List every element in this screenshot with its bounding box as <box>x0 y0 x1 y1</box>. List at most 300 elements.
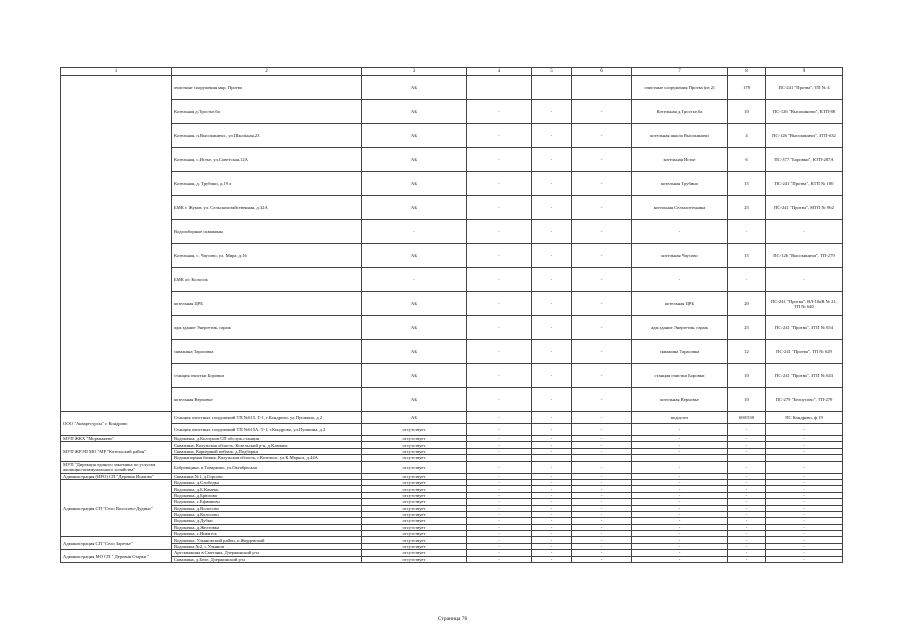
table-cell: - <box>532 220 572 244</box>
table-cell: - <box>467 172 532 196</box>
table-cell: - <box>532 556 572 562</box>
table-cell: - <box>572 537 632 543</box>
table-cell: - <box>467 511 532 517</box>
table-cell: ПС-241 "Протва", КТП № 180 <box>766 172 843 196</box>
table-cell: - <box>572 388 632 412</box>
table-row <box>61 461 843 473</box>
table-cell: - <box>572 550 632 556</box>
table-cell: ПС-241 "Протва", ЗТП № 654 <box>766 316 843 340</box>
table-cell: - <box>728 492 766 498</box>
table-cell: отсутствует <box>362 486 467 492</box>
table-cell: котельная школа Высокиничи <box>632 124 728 148</box>
table-cell: - <box>467 556 532 562</box>
table-cell: - <box>632 531 728 537</box>
column-header: 3 <box>362 68 467 76</box>
table-cell: - <box>766 473 843 479</box>
table-cell: станция очистки Боровки <box>632 364 728 388</box>
table-cell: отсутствует <box>362 531 467 537</box>
table-row <box>61 292 843 316</box>
table-cell: АБ <box>362 412 467 424</box>
table-cell: - <box>467 124 532 148</box>
table-cell: - <box>572 220 632 244</box>
table-cell: АБ <box>362 172 467 196</box>
table-row <box>61 196 843 220</box>
table-cell: - <box>632 424 728 436</box>
table-cell: - <box>766 436 843 442</box>
object-name-cell: Водокачка, д.Колосово <box>172 511 362 517</box>
table-cell: - <box>532 524 572 530</box>
table-cell: - <box>467 543 532 549</box>
table-cell: - <box>532 172 572 196</box>
object-name-cell: Водокачка, д.Коллунов СП обслуж.станции <box>172 436 362 442</box>
table-cell: - <box>632 442 728 448</box>
table-cell: - <box>532 292 572 316</box>
table-cell: отсутствует <box>362 448 467 454</box>
table-row <box>61 316 843 340</box>
table-cell: отсутствует <box>362 505 467 511</box>
table-cell: очистные сооружения Протва (из 2) <box>632 76 728 100</box>
table-cell: - <box>728 448 766 454</box>
table-cell: - <box>467 148 532 172</box>
table-cell: - <box>467 550 532 556</box>
table-cell: - <box>532 340 572 364</box>
table-cell: - <box>632 505 728 511</box>
page-number: Страница 76 <box>437 616 468 622</box>
table-cell: - <box>766 499 843 505</box>
object-name-cell: Водокачка, д.Б.Камень <box>172 486 362 492</box>
object-name-cell: Котельная, д. Трубино, д.19 а <box>172 172 362 196</box>
table-cell: - <box>728 220 766 244</box>
table-cell: АБ <box>362 316 467 340</box>
table-cell: котельная Верховье <box>632 388 728 412</box>
table-cell: скважина Тарасовка <box>632 340 728 364</box>
table-cell: - <box>572 100 632 124</box>
table-cell: - <box>467 479 532 485</box>
table-row <box>61 76 843 100</box>
table-cell: отсутствует <box>362 479 467 485</box>
column-header: 5 <box>532 68 572 76</box>
table-cell: - <box>532 486 572 492</box>
table-cell: - <box>632 556 728 562</box>
object-name-cell: станция очистки Боровки <box>172 364 362 388</box>
table-cell: ПС Кондрово, ф.19 <box>766 412 843 424</box>
table-cell: отсутствует <box>362 518 467 524</box>
object-name-cell: очистные сооружения мкр. Протва <box>172 76 362 100</box>
table-cell: - <box>467 388 532 412</box>
column-header: 6 <box>572 68 632 76</box>
table-cell: - <box>766 505 843 511</box>
table-cell: - <box>467 436 532 442</box>
table-cell: 25 <box>728 196 766 220</box>
table-cell: - <box>766 486 843 492</box>
table-cell: отсутствует <box>362 436 467 442</box>
object-name-cell: Водокачка, д.Волосово <box>172 505 362 511</box>
table-row <box>61 100 843 124</box>
object-name-cell: Водозаборные скважины <box>172 220 362 244</box>
table-cell: - <box>572 124 632 148</box>
table-cell: - <box>467 499 532 505</box>
table-cell: - <box>572 556 632 562</box>
table-row <box>61 220 843 244</box>
table-cell: - <box>532 543 572 549</box>
object-name-cell: скважина Тарасовка <box>172 340 362 364</box>
table-row <box>61 364 843 388</box>
table-cell: - <box>467 412 532 424</box>
object-name-cell: Бобровщина, п.Товарково, ул.Октябрьская <box>172 461 362 473</box>
object-name-cell: БМК г. Жуков, ул. Сельскохозяйственная, д.32А <box>172 196 362 220</box>
table-cell: - <box>467 518 532 524</box>
table-cell: - <box>467 524 532 530</box>
table-cell: котельная Чаусово <box>632 244 728 268</box>
table-row <box>61 172 843 196</box>
table-cell: - <box>467 505 532 511</box>
organization-cell: МУП ЖРЭП МО "МР "Козельский район" <box>61 442 172 461</box>
table-row <box>61 340 843 364</box>
table-cell: АБ <box>362 292 467 316</box>
table-cell: - <box>766 537 843 543</box>
table-cell: - <box>532 518 572 524</box>
table-cell: - <box>572 499 632 505</box>
table-cell: - <box>632 473 728 479</box>
table-cell: - <box>532 499 572 505</box>
table-cell: - <box>572 461 632 473</box>
organization-cell: Администрация СП "Село Волосово-Дудино" <box>61 479 172 537</box>
table-cell: - <box>467 448 532 454</box>
table-cell: - <box>532 448 572 454</box>
table-cell: - <box>728 505 766 511</box>
table-cell: - <box>728 531 766 537</box>
table-cell: - <box>532 412 572 424</box>
table-cell: - <box>766 511 843 517</box>
table-cell: - <box>467 486 532 492</box>
table-cell: ПС-241 "Протва", ЗТП № 643 <box>766 364 843 388</box>
table-cell: водоузел <box>632 412 728 424</box>
table-cell: - <box>572 479 632 485</box>
table-cell: - <box>728 518 766 524</box>
table-cell: - <box>572 340 632 364</box>
table-cell: - <box>532 492 572 498</box>
table-cell: - <box>728 511 766 517</box>
table-cell: - <box>467 537 532 543</box>
table-cell: - <box>632 486 728 492</box>
table-cell: - <box>362 268 467 292</box>
object-name-cell: Котельная д.Тростье,6а <box>172 100 362 124</box>
table-cell: отсутствует <box>362 543 467 549</box>
table-cell: - <box>572 524 632 530</box>
table-cell: - <box>572 511 632 517</box>
table-cell: - <box>532 550 572 556</box>
table-row <box>61 388 843 412</box>
table-cell: - <box>532 196 572 220</box>
table-cell: - <box>572 492 632 498</box>
table-cell: 15 <box>728 172 766 196</box>
table-cell: отсутствует <box>362 556 467 562</box>
organization-cell: Администрация (ИРО) СП "Деревня Исаково" <box>61 473 172 479</box>
table-cell <box>572 76 632 100</box>
object-name-cell: Скважина, д.Беле, Дзержинский р-н <box>172 556 362 562</box>
table-cell: АБ <box>362 76 467 100</box>
table-cell: - <box>572 448 632 454</box>
table-cell: - <box>572 543 632 549</box>
object-name-cell: котельная ЦРБ <box>172 292 362 316</box>
table-cell: - <box>572 316 632 340</box>
table-cell: - <box>572 424 632 436</box>
table-cell: - <box>728 436 766 442</box>
column-header: 2 <box>172 68 362 76</box>
table-cell: - <box>728 461 766 473</box>
table-cell: - <box>632 537 728 543</box>
table-cell: 10 <box>728 100 766 124</box>
table-cell: - <box>766 268 843 292</box>
table-cell: котельная ЦРБ <box>632 292 728 316</box>
object-name-cell: Станция очистных сооружений ТП №615, Т-1, г.Кондрово, ул.Пушкина, д.2 <box>172 412 362 424</box>
table-cell: - <box>632 268 728 292</box>
table-cell: - <box>766 479 843 485</box>
table-cell: 25 <box>728 316 766 340</box>
column-header: 1 <box>61 68 172 76</box>
table-cell: 15 <box>728 244 766 268</box>
header-row <box>61 68 843 76</box>
table-cell: - <box>532 461 572 473</box>
table-cell: отсутствует <box>362 455 467 461</box>
table-cell: - <box>766 524 843 530</box>
object-name-cell: Водокачка №2, с.Ульянов <box>172 543 362 549</box>
table-cell: - <box>572 518 632 524</box>
table-cell: - <box>532 473 572 479</box>
table-cell: 6 <box>728 148 766 172</box>
table-cell: отсутствует <box>362 511 467 517</box>
table-cell: - <box>632 492 728 498</box>
table-cell: - <box>572 531 632 537</box>
table-cell: АБ <box>362 100 467 124</box>
object-name-cell: Водокачка, с.Ефимково <box>172 499 362 505</box>
table-cell: - <box>728 268 766 292</box>
table-cell: - <box>532 505 572 511</box>
table-cell: - <box>766 448 843 454</box>
organization-cell: Администрация СП "Село Заречье" <box>61 537 172 550</box>
table-cell: 178 <box>728 76 766 100</box>
table-cell: отсутствует <box>362 499 467 505</box>
table-cell: - <box>766 492 843 498</box>
table-cell: Котельная д.Тростье,6а <box>632 100 728 124</box>
table-cell: - <box>766 220 843 244</box>
table-cell: - <box>766 424 843 436</box>
table-cell: - <box>532 424 572 436</box>
table-cell: - <box>728 556 766 562</box>
organization-cell: МУП "Дирекция единого заказчика по услугам жилищно-коммунального хозяйства" <box>61 461 172 473</box>
table-cell: - <box>467 268 532 292</box>
object-name-cell: БМК а/с Колосок <box>172 268 362 292</box>
organization-cell: МУП ЖКХ "Мормыжево" <box>61 436 172 442</box>
table-cell: отсутствует <box>362 537 467 543</box>
table-cell: ПС-126 "Высокиничи", ТП-279 <box>766 244 843 268</box>
table-cell: адм.здание Энергетик, гараж <box>632 316 728 340</box>
object-name-cell: Артскважина в.Сметаны, Дзержинский р-н <box>172 550 362 556</box>
table-cell: - <box>572 172 632 196</box>
table-cell: АБ <box>362 364 467 388</box>
table-cell: - <box>632 220 728 244</box>
table-cell: - <box>532 268 572 292</box>
table-cell: отсутствует <box>362 424 467 436</box>
table-cell: АБ <box>362 388 467 412</box>
table-cell: - <box>766 442 843 448</box>
table-cell: ПС-241 "Протва", МТП № 962 <box>766 196 843 220</box>
table-cell: - <box>728 524 766 530</box>
table-cell: - <box>467 461 532 473</box>
table-cell: - <box>728 424 766 436</box>
object-name-cell: Водокачка, д.Брюхово <box>172 492 362 498</box>
table-cell: АБ <box>362 148 467 172</box>
object-name-cell: котельная Верховье <box>172 388 362 412</box>
object-name-cell: Скважина №1, д.Горсово <box>172 473 362 479</box>
table-cell: - <box>728 486 766 492</box>
table-cell: - <box>572 148 632 172</box>
table-cell: ПС-126 "Высокиничи", ЗТП-632 <box>766 124 843 148</box>
table-row <box>61 268 843 292</box>
table-cell: - <box>467 531 532 537</box>
table-cell: 600/530 <box>728 412 766 424</box>
table-cell: - <box>572 244 632 268</box>
table-cell: - <box>632 448 728 454</box>
object-name-cell: Водокачка, д.Желтовка <box>172 524 362 530</box>
table-cell: - <box>467 340 532 364</box>
table-cell: ПС-241 "Протва", ТП № 629 <box>766 340 843 364</box>
column-header: 8 <box>728 68 766 76</box>
table-cell: - <box>467 316 532 340</box>
table-cell: - <box>728 543 766 549</box>
table-cell: отсутствует <box>362 524 467 530</box>
table-cell: - <box>728 473 766 479</box>
table-cell: - <box>532 148 572 172</box>
table-cell: отсутствует <box>362 461 467 473</box>
table-cell: - <box>766 461 843 473</box>
table-cell: АБ <box>362 196 467 220</box>
object-name-cell: Скважина, Калужская область, Козельский р-н, д.Клюквы <box>172 442 362 448</box>
table-cell: - <box>532 436 572 442</box>
table-row <box>61 244 843 268</box>
table-cell: - <box>632 461 728 473</box>
table-cell: - <box>766 531 843 537</box>
table-cell: - <box>766 550 843 556</box>
table-row <box>61 124 843 148</box>
table-cell: - <box>532 479 572 485</box>
table-cell: ПС-241 "Протва", ТП № 4 <box>766 76 843 100</box>
table-cell: - <box>467 473 532 479</box>
column-header: 4 <box>467 68 532 76</box>
table-row <box>61 424 843 436</box>
table-cell: - <box>766 518 843 524</box>
table-cell: ПС-241 "Протва", ВЛ-10кВ № 21, ТП № 640 <box>766 292 843 316</box>
table-cell: - <box>572 486 632 492</box>
table-cell: - <box>572 505 632 511</box>
object-name-cell: Водонапорная башня, Калужская область, г.Козельск, ул.К.Маркса, д.44А <box>172 455 362 461</box>
table-cell: - <box>467 196 532 220</box>
table-cell: - <box>632 511 728 517</box>
table-cell <box>467 76 532 100</box>
data-table <box>60 67 843 563</box>
table-cell: - <box>572 292 632 316</box>
object-name-cell: Водокачка, с.Никитск <box>172 531 362 537</box>
table-cell: - <box>467 292 532 316</box>
table-cell: - <box>532 364 572 388</box>
table-cell: - <box>467 442 532 448</box>
table-cell: - <box>467 424 532 436</box>
table-cell: - <box>766 543 843 549</box>
table-cell: АБ <box>362 340 467 364</box>
table-cell: - <box>728 550 766 556</box>
table-cell: - <box>572 364 632 388</box>
organization-cell: Администрация МО СП " Деревня Старки " <box>61 550 172 563</box>
table-cell: - <box>362 220 467 244</box>
table-cell: котельная Сельхозтехника <box>632 196 728 220</box>
table-cell: 10 <box>728 364 766 388</box>
table-row <box>61 556 843 562</box>
table-cell: - <box>632 479 728 485</box>
table-cell: - <box>532 537 572 543</box>
object-name-cell: Водокачка, д.Дубки <box>172 518 362 524</box>
table-cell: - <box>467 492 532 498</box>
table-cell: - <box>532 388 572 412</box>
table-cell: - <box>532 100 572 124</box>
organization-cell <box>61 76 172 412</box>
object-name-cell: Котельная, п.Высокиничи., ул.Школьная,23 <box>172 124 362 148</box>
table-row <box>61 148 843 172</box>
table-cell: - <box>572 196 632 220</box>
table-cell: - <box>572 442 632 448</box>
object-name-cell: Скважина, Карьерный пейзаж, д.Подборки <box>172 448 362 454</box>
table-cell: - <box>728 499 766 505</box>
table-cell: котельная Трубино <box>632 172 728 196</box>
table-cell: - <box>632 518 728 524</box>
table-cell: - <box>572 268 632 292</box>
table-cell: - <box>632 436 728 442</box>
table-cell: ПС-126 "Высокиничи", КТП-88 <box>766 100 843 124</box>
table-cell: отсутствует <box>362 473 467 479</box>
table-cell: - <box>532 124 572 148</box>
table-cell: отсутствует <box>362 442 467 448</box>
table-cell: отсутствует <box>362 550 467 556</box>
table-cell: - <box>632 550 728 556</box>
table-cell: - <box>572 436 632 442</box>
table-cell: - <box>467 220 532 244</box>
table-cell: - <box>467 244 532 268</box>
table-cell: ПС-377 "Боровки", КТП-287А <box>766 148 843 172</box>
table-cell: отсутствует <box>362 492 467 498</box>
table-cell: - <box>532 244 572 268</box>
table-cell: - <box>766 556 843 562</box>
table-cell: - <box>532 442 572 448</box>
table-cell: - <box>572 412 632 424</box>
object-name-cell: Станция очистных сооружений ТП №615А, Т-1, г.Кондрово, ул.Пушкина, д.2 <box>172 424 362 436</box>
object-name-cell: Водокачка, Ульяновский район, п.Жердевский <box>172 537 362 543</box>
table-cell: - <box>728 442 766 448</box>
table-cell: - <box>632 524 728 530</box>
object-name-cell: Котельная, с.Истье, ул.Советская,12А <box>172 148 362 172</box>
table-cell: 10 <box>728 388 766 412</box>
column-header: 7 <box>632 68 728 76</box>
table-cell: - <box>532 316 572 340</box>
table-row <box>61 412 843 424</box>
table-cell: 12 <box>728 340 766 364</box>
table-cell: - <box>728 479 766 485</box>
organization-cell: ООО "Акваресурсы" г. Кондрово <box>61 412 172 436</box>
table-cell: - <box>532 531 572 537</box>
table-cell: - <box>632 543 728 549</box>
table-cell: 4 <box>728 124 766 148</box>
table-cell: АБ <box>362 124 467 148</box>
table-cell: - <box>728 537 766 543</box>
column-header: 9 <box>766 68 843 76</box>
